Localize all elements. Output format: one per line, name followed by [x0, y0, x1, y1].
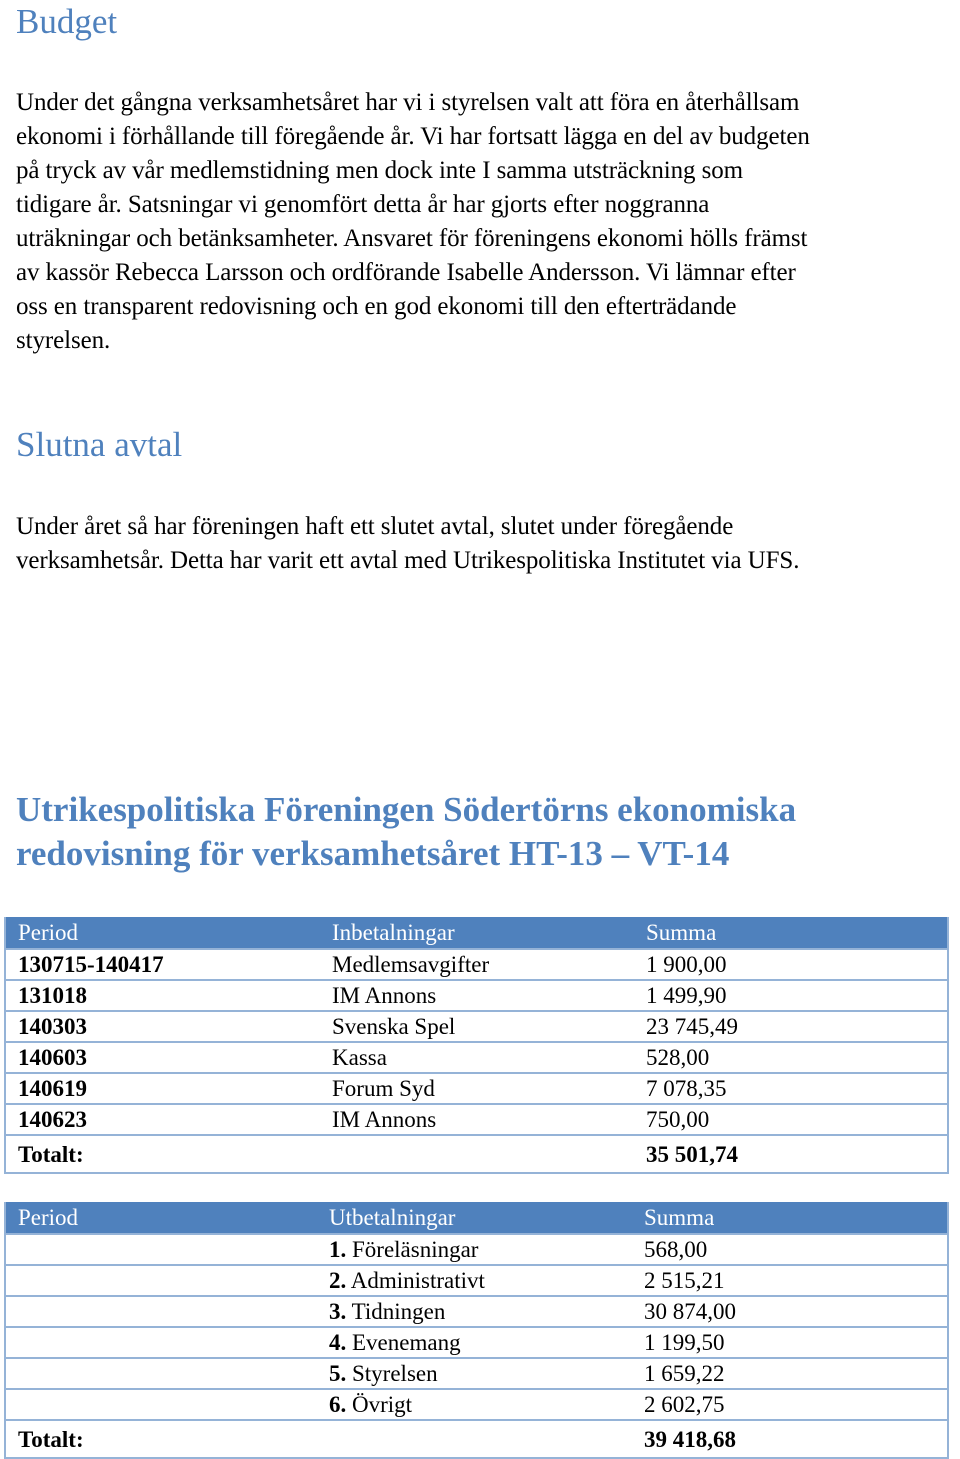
item-cell — [317, 1327, 632, 1358]
total-value: 35 501,74 — [634, 1135, 948, 1173]
table-row — [5, 980, 948, 1011]
income-total-row — [5, 1135, 948, 1173]
header-expense: Utbetalningar — [317, 1202, 632, 1234]
amount-cell: 1 499,90 — [634, 980, 948, 1011]
item-cell: IM Annons — [320, 1104, 634, 1135]
table-row — [5, 1327, 948, 1358]
item-cell — [317, 1296, 632, 1327]
total-label: Totalt: — [5, 1135, 320, 1173]
expense-table — [4, 1202, 949, 1459]
item-label: Styrelsen — [352, 1361, 438, 1386]
item-cell: Kassa — [320, 1042, 634, 1073]
period-cell: 140619 — [5, 1073, 320, 1104]
avtal-line: verksamhetsår. Detta har varit ett avtal med Utrikespolitiska Institutet via UFS. — [16, 547, 800, 574]
avtal-paragraph — [16, 510, 958, 578]
amount-cell: 568,00 — [632, 1234, 948, 1265]
period-cell — [5, 1296, 317, 1327]
budget-line: uträkningar och betänksamheter. Ansvaret för föreningens ekonomi hölls främst — [16, 225, 808, 252]
item-number: 6. — [329, 1392, 347, 1417]
header-period: Period — [5, 917, 320, 949]
period-cell — [5, 1234, 317, 1265]
period-cell — [5, 1327, 317, 1358]
amount-cell: 2 602,75 — [632, 1389, 948, 1420]
period-cell: 140303 — [5, 1011, 320, 1042]
item-label: Tidningen — [351, 1299, 446, 1324]
expense-total-row — [5, 1420, 948, 1458]
period-cell: 131018 — [5, 980, 320, 1011]
item-cell: Forum Syd — [320, 1073, 634, 1104]
budget-line: av kassör Rebecca Larsson och ordförande Isabelle Andersson. Vi lämnar efter — [16, 259, 796, 286]
item-number: 2. — [329, 1268, 347, 1293]
avtal-line: Under året så har föreningen haft ett slutet avtal, slutet under föregående — [16, 513, 734, 540]
amount-cell: 1 199,50 — [632, 1327, 948, 1358]
header-amount: Summa — [632, 1202, 948, 1234]
budget-line: ekonomi i förhållande till föregående år. Vi har fortsatt lägga en del av budgeten — [16, 123, 810, 150]
item-label: Evenemang — [352, 1330, 461, 1355]
avtal-heading: Slutna avtal — [16, 425, 183, 464]
item-number: 1. — [329, 1237, 347, 1262]
item-number: 4. — [329, 1330, 347, 1355]
income-header-row — [5, 917, 948, 949]
budget-paragraph — [16, 86, 958, 358]
report-title-line: redovisning för verksamhetsåret HT-13 – VT-14 — [16, 834, 730, 873]
table-row — [5, 1265, 948, 1296]
amount-cell: 30 874,00 — [632, 1296, 948, 1327]
amount-cell: 7 078,35 — [634, 1073, 948, 1104]
table-row — [5, 1104, 948, 1135]
budget-line: oss en transparent redovisning och en god ekonomi till den efterträdande — [16, 293, 737, 320]
report-title — [16, 788, 956, 876]
amount-cell: 1 900,00 — [634, 949, 948, 980]
amount-cell: 528,00 — [634, 1042, 948, 1073]
period-cell — [5, 1265, 317, 1296]
total-empty-cell — [317, 1420, 632, 1458]
table-row — [5, 1234, 948, 1265]
header-period: Period — [5, 1202, 317, 1234]
budget-line: på tryck av vår medlemstidning men dock inte I samma utsträckning som — [16, 157, 743, 184]
item-number: 3. — [329, 1299, 347, 1324]
item-label: Administrativt — [350, 1268, 485, 1293]
expense-header-row — [5, 1202, 948, 1234]
item-number: 5. — [329, 1361, 347, 1386]
item-cell: Svenska Spel — [320, 1011, 634, 1042]
header-income: Inbetalningar — [320, 917, 634, 949]
budget-line: styrelsen. — [16, 327, 111, 354]
item-label: Föreläsningar — [352, 1237, 479, 1262]
report-title-line: Utrikespolitiska Föreningen Södertörns ekonomiska — [16, 790, 797, 829]
item-cell: Medlemsavgifter — [320, 949, 634, 980]
period-cell: 130715-140417 — [5, 949, 320, 980]
header-amount: Summa — [634, 917, 948, 949]
period-cell: 140623 — [5, 1104, 320, 1135]
total-value: 39 418,68 — [632, 1420, 948, 1458]
amount-cell: 750,00 — [634, 1104, 948, 1135]
item-cell — [317, 1389, 632, 1420]
amount-cell: 2 515,21 — [632, 1265, 948, 1296]
budget-line: Under det gångna verksamhetsåret har vi i styrelsen valt att föra en återhållsam — [16, 89, 800, 116]
item-cell — [317, 1265, 632, 1296]
period-cell — [5, 1358, 317, 1389]
table-row — [5, 1358, 948, 1389]
table-row — [5, 1296, 948, 1327]
total-empty-cell — [320, 1135, 634, 1173]
table-row — [5, 1011, 948, 1042]
item-label: Övrigt — [352, 1392, 413, 1417]
item-cell — [317, 1358, 632, 1389]
total-label: Totalt: — [5, 1420, 317, 1458]
table-row — [5, 1042, 948, 1073]
amount-cell: 23 745,49 — [634, 1011, 948, 1042]
table-row — [5, 1389, 948, 1420]
period-cell — [5, 1389, 317, 1420]
item-cell: IM Annons — [320, 980, 634, 1011]
budget-line: tidigare år. Satsningar vi genomfört detta år har gjorts efter noggranna — [16, 191, 710, 218]
income-table — [4, 917, 949, 1174]
item-cell — [317, 1234, 632, 1265]
table-row — [5, 949, 948, 980]
budget-heading: Budget — [16, 2, 118, 41]
amount-cell: 1 659,22 — [632, 1358, 948, 1389]
table-row — [5, 1073, 948, 1104]
period-cell: 140603 — [5, 1042, 320, 1073]
